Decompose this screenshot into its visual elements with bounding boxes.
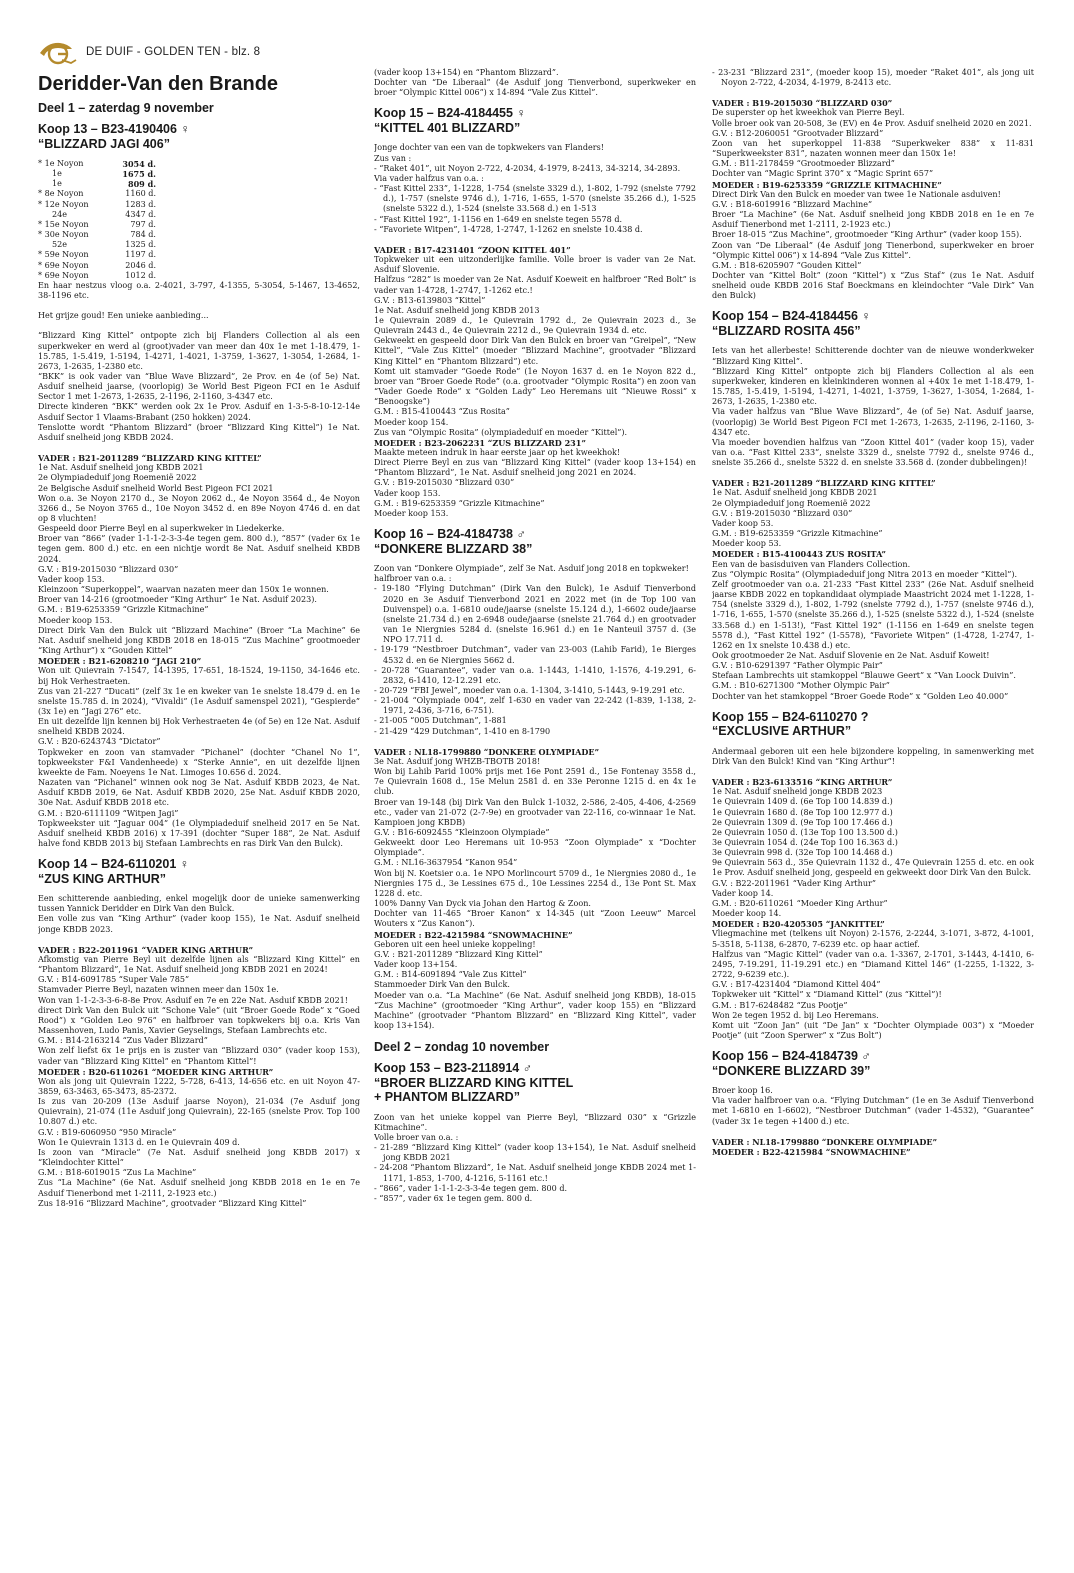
lot-16-text: Zoon van “Donkere Olympiade”, zelf 3e Nat. Asduif jong 2018 en topkweker!	[374, 564, 689, 574]
text-line: Moeder koop 14.	[712, 909, 782, 919]
text-line: Topkweker uit “Kittel” x “Diamand Kittel” (zus “Kittel”)!	[712, 990, 942, 1000]
text-line: G.V. : B14-6091785 “Super Vale 785”	[38, 975, 190, 985]
lot-153-dam-lines	[712, 190, 1034, 302]
text-line: 1e Quievrain 2089 d., 1e Quievrain 1792 d., 2e Quievrain 2023 d., 3e Quievrain 2443 d., 4e Quievrain 2212 d., 9e Quievrain 1934 d. etc.	[374, 315, 696, 336]
text-line: G.M. : B11-2178459 “Grootmoeder Blizzard”	[712, 159, 895, 169]
text-line: Nazaten van “Pichanel” winnen ook nog 3e Nat. Asduif KBDB 2023, 4e Nat. Asduif KBDB 2019, 6e Nat. Asduif KBDB 2020, 25e Nat. Asduif KBDB 2020, 30e Nat. Asduif KBDB 2018 etc.	[38, 778, 360, 808]
text-line: G.M. : B15-4100443 “Zus Rosita”	[374, 407, 510, 417]
lot-14-sire-lines	[38, 955, 360, 1067]
lot-156-sire-heading: VADER : NL18-1799880 “DONKERE OLYMPIADE”	[712, 1136, 938, 1147]
column-2-continuation	[374, 68, 696, 98]
text-line: - “Fast Kittel 233”, 1-1228, 1-754 (snelste 3329 d.), 1-802, 1-792 (snelste 7792 d.), 1-757 (snelste 9746 d.), 1-716, 1-655, 1-570 (snelste 35.266 d.), 1-525 (snelste 5322 d.), 1-524 (snelste 33.568 d.) en 1-513	[374, 184, 696, 214]
header-text: DE DUIF - GOLDEN TEN - blz. 8	[86, 46, 261, 58]
lot-155-text: Andermaal geboren uit een hele bijzondere koppeling, in samenwerking met Dirk Van den Bulck! Kind van “King Arthur”!	[712, 746, 1034, 766]
part-2-heading: Deel 2 – zondag 10 november	[374, 1040, 550, 1055]
text-line: Vader koop 153.	[374, 488, 441, 498]
lot-14-name: “ZUS KING ARTHUR”	[38, 871, 167, 886]
lot-15-name: “KITTEL 401 BLIZZARD”	[374, 120, 521, 135]
text-line: Ook grootmoeder 2e Nat. Asduif Slovenie en 2e Nat. Asduif Koweit!	[712, 650, 990, 660]
text-line: - 23-231 “Blizzard 231”, (moeder koop 15), moeder “Raket 401”, als jong uit Noyon 2-722, 4-2034, 4-1979, 8-2413 etc.	[712, 68, 1034, 88]
lot-16-dam-lines	[374, 940, 696, 1031]
text-line: Een van de basisduiven van Flanders Collection.	[712, 559, 911, 569]
lot-155-sire-heading: VADER : B23-6133516 “KING ARTHUR”	[712, 777, 893, 788]
lot-155-sire-lines	[712, 787, 1034, 919]
lot-13-dam-heading: MOEDER : B21-6208210 “JAGI 210”	[38, 656, 202, 667]
result-race: * 1e Noyon	[38, 159, 84, 168]
column-2	[374, 68, 696, 1563]
lot-156-dam-heading: MOEDER : B22-4215984 “SNOWMACHINE”	[712, 1146, 911, 1157]
text-line: Halfzus “282” is moeder van 2e Nat. Asduif Koeweit en halfbroer “Red Bolt” is vader van 1-4728, 1-2747, 1-1262 etc.!	[374, 275, 696, 295]
lot-153-name: “BROER BLIZZARD KING KITTEL	[374, 1075, 574, 1090]
lot-153-heading: Koop 153 – B23-2118914 ♂	[374, 1061, 533, 1076]
text-line: Broer van 14-216 (grootmoeder “King Arthur” 1e Nat. Asduif 2023).	[38, 595, 317, 605]
text-line: G.V. : B13-6139803 “Kittel”	[374, 295, 486, 305]
lot-156-text: Broer koop 16.	[712, 1086, 773, 1096]
lot-13-sire-heading: VADER : B21-2011289 “BLIZZARD KING KITTEL”	[38, 453, 262, 464]
text-line: Won zelf liefst 6x 1e prijs en is zuster van “Blizzard 030” (vader koop 153), vader van “Blizzard King Kittel” en “Phantom Kittel”!	[38, 1046, 360, 1066]
text-line: Stamvader Pierre Beyl, nazaten winnen meer dan 150x 1e.	[38, 985, 279, 995]
lot-16-heading: Koop 16 – B24-4184738 ♂	[374, 527, 526, 542]
lot-14-text: Een volle zus van “King Arthur” (vader koop 155), 1e Nat. Asduif snelheid jonge KBDB 2023.	[38, 914, 360, 934]
text-line: Zus “Olympic Rosita” (Olympiadeduif jong Nitra 2013 en moeder “Kittel”).	[712, 569, 1018, 579]
text-line: - “857”, vader 6x 1e tegen gem. 800 d.	[374, 1193, 533, 1203]
result-race: * 59e Noyon	[38, 250, 89, 260]
lot-14-dam-heading: MOEDER : B20-6110261 “MOEDER KING ARTHUR”	[38, 1066, 274, 1077]
column-3	[712, 68, 1034, 1563]
text-line: G.M. : B14-6091894 “Vale Zus Kittel”	[374, 970, 527, 980]
result-value: 1675 d.	[122, 169, 156, 180]
text-line: Dochter van “Magic Sprint 370” x “Magic Sprint 657”	[712, 169, 934, 179]
text-line: - “Favoriete Witpen”, 1-4728, 1-2747, 1-1262 en snelste 10.438 d.	[374, 224, 643, 234]
part-1-heading: Deel 1 – zaterdag 9 november	[38, 101, 214, 115]
lot-13-heading: Koop 13 – B23-4190406 ♀	[38, 122, 190, 136]
text-line: Moeder van o.a. “La Machine” (6e Nat. Asduif snelheid jong KBDB), 18-015 “Zus Machine” (grootmoeder “King Arthur”, vader koop 155) en “Blizzard Machine” (grootvader “Phantom Blizzard” en “Blizzard King Kittel”, vader koop 13+154).	[374, 990, 696, 1030]
lot-154-heading: Koop 154 – B24-4184456 ♀	[712, 309, 871, 324]
result-race: * 8e Noyon	[38, 189, 84, 199]
result-race: 1e	[52, 179, 62, 189]
lot-15-text: Via vader halfzus van o.a. :	[374, 173, 484, 183]
lot-16-sire-lines	[374, 757, 696, 930]
text-line: Dochter van “Kittel Bolt” (zoon “Kittel”) x “Zus Staf” (zus 1e Nat. Asduif snelheid oude KBDB 2016 Staf Boeckmans en kleindochter “Vale Dirk” Van den Bulck)	[712, 270, 1034, 301]
result-value: 1197 d.	[125, 250, 156, 260]
text-line: 2e Olympiadeduif jong Roemenië 2022	[38, 473, 197, 483]
lot-154-sire-lines	[712, 488, 1034, 549]
text-line: Komt uit “Zoon Jan” (uit “De Jan” x “Dochter Olympiade 003”) x “Moeder Pootje” (uit “Zoon Sperwer” x “Zus Bolt”)	[712, 1020, 1034, 1040]
lot-155-dam-heading: MOEDER : B20-4205305 “JANKITTEL”	[712, 919, 885, 930]
result-race: * 12e Noyon	[38, 199, 89, 209]
text-line: 9e Quievrain 563 d., 35e Quievrain 1132 d., 47e Quievrain 1255 d. etc. en ook 1e Prov. Asduif snelheid jong, gespeeld en gekweekt door Dirk Van den Bulck.	[712, 858, 1034, 878]
text-line: G.M. : B17-6248482 “Zus Pootje”	[712, 1000, 848, 1010]
lot-13-text: Directe kinderen “BKK” werden ook 2x 1e Prov. Asduif en 1-3-5-8-10-12-14e Asduif Sector 1 Vlaams-Brabant (250 hokken) 2024.	[38, 402, 360, 422]
text-line: - 21-429 “429 Dutchman”, 1-410 en 8-1790	[374, 726, 551, 736]
text-line: - “Fast Kittel 192”, 1-1156 en 1-649 en snelste tegen 5578 d.	[374, 214, 623, 224]
lot-153-dam-heading: MOEDER : B19-6253359 “GRIZZLE KITMACHINE”	[712, 179, 942, 190]
text-line: Vader koop 53.	[712, 518, 774, 528]
text-line: Kleinzoon “Superkoppel”, waarvan nazaten meer dan 150x 1e wonnen.	[38, 585, 329, 595]
text-line: Won o.a. 3e Noyon 2170 d., 3e Noyon 2062 d., 4e Noyon 3564 d., 4e Noyon 3266 d., 5e Noyon 3765 d., 10e Noyon 3452 d. en 89e Noyon 4746 d. en dat op 8 vluchten!	[38, 493, 360, 523]
lot-155-dam-lines	[712, 929, 1034, 1041]
result-race: * 69e Noyon	[38, 270, 89, 280]
text-line: 1e Quievrain 1680 d. (8e Top 100 12.977 d.)	[712, 807, 893, 817]
text-line: Moeder koop 154.	[374, 417, 449, 427]
lot-153-name: + PHANTOM BLIZZARD”	[374, 1090, 520, 1105]
lot-156-text: Via vader halfbroer van o.a. “Flying Dutchman” (1e en 3e Asduif Tienverbond met 1-6810 en 1-6602), “Nestbroer Dutchman” (vader 1-4532), “Guarantee” (vader 3x 1e tegen +1400 d.) etc.	[712, 1096, 1034, 1126]
text-line: 3e Nat. Asduif jong WHZB-TBOTB 2018!	[374, 756, 541, 766]
lot-156-heading: Koop 156 – B24-4184739 ♂	[712, 1049, 871, 1064]
column-1	[38, 72, 360, 1567]
result-race: * 30e Noyon	[38, 230, 89, 240]
lot-154-text: “Blizzard King Kittel” ontpopte zich bij Flanders Collection al als een superkweker, kinderen en kleinkinderen wonnen al +40x 1e met 1-18.479, 1-15.785, 1-5.419, 1-5194, 1-4271, 1-4021, 1-3759, 1-3627, 1-3054, 1-2684, 1-2673, 1-2635, 1-2380 etc.	[712, 366, 1034, 407]
text-line: G.M. : B10-6271300 “Mother Olympic Pair”	[712, 681, 890, 691]
lot-153-siblings	[374, 1143, 696, 1204]
lot-14-dam-lines	[38, 1077, 360, 1209]
text-line: - 24-208 “Phantom Blizzard”, 1e Nat. Asduif snelheid jonge KBDB 2024 met 1-1171, 1-853, 1-700, 4-1216, 5-1161 etc.!	[374, 1163, 696, 1183]
text-line: G.V. : B19-6060950 “950 Miracle”	[38, 1127, 177, 1137]
text-line: G.M. : B18-6019015 “Zus La Machine”	[38, 1168, 197, 1178]
lot-155-name: “EXCLUSIVE ARTHUR”	[712, 724, 852, 739]
text-line: - “Raket 401”, uit Noyon 2-722, 4-2034, 4-1979, 8-2413, 34-3214, 34-2893.	[374, 163, 681, 173]
text-line: Gespeeld door Pierre Beyl en al superkweker in Liedekerke.	[38, 524, 285, 534]
lot-14-text: Een schitterende aanbieding, enkel mogelijk door de unieke samenwerking tussen Yannick Deridder en Dirk Van den Bulck.	[38, 894, 360, 914]
result-value: 4347 d.	[125, 209, 156, 219]
text-line: G.M. : B18-6205907 “Gouden Kittel”	[712, 260, 862, 270]
text-line: Halfzus van “Magic Kittel” (vader van o.a. 1-3367, 2-1701, 3-1443, 4-1410, 6-2495, 7-19.291, 11-19.291 etc.) en “Diamand Kittel 146” (1-2255, 1-1322, 3-2722, 9-6239 etc.).	[712, 949, 1034, 980]
text-line: - 19-180 “Flying Dutchman” (Dirk Van den Bulck), 1e Asduif Tienverbond 2020 en 3e Asduif Tienverbond 2021 en 2022 met (in de Top 100 van Duivenspel) o.a. 1-6810 oude/jaarse (snelste 15.124 d.), 1-6602 oude/jaarse (snelste 21.734 d.) en 2-6948 oude/jaarse (snelste 21.764 d.) en grootvader van 1e Niergnies 5284 d. (snelste 16.961 d.) en 1e Nanteuil 3757 d. (3e NPO 17.711 d.	[374, 584, 696, 645]
text-line: direct Dirk Van den Bulck uit “Schone Vale” (uit “Broer Goede Rode” x “Goed Rood”) x “Golden Leo 976” en halfbroer van topkwekers bij o.a. Kris Van Massenhoven, Ludo Panis, Xavier Geyselings, Stefaan Lambrechts etc.	[38, 1005, 360, 1036]
text-line: - 20-729 “FBI Jewel”, moeder van o.a. 1-1304, 3-1410, 5-1443, 9-19.291 etc.	[374, 685, 685, 695]
column-3-continuation	[712, 68, 1034, 88]
text-line: - 21-289 “Blizzard King Kittel” (vader koop 13+154), 1e Nat. Asduif snelheid jong KBDB 2021	[374, 1143, 696, 1163]
text-line: Maakte meteen indruk in haar eerste jaar op het kweekhok!	[374, 448, 621, 457]
text-line: Is zoon van “Miracle” (7e Nat. Asduif snelheid jong KBDB 2017) x “Kleindochter Kittel”	[38, 1147, 360, 1168]
text-line: 1e Quievrain 1409 d. (6e Top 100 14.839 d.)	[712, 797, 893, 807]
text-line: Zoon van “De Liberaal” (4e Asduif jong Tienerbond, superkweker en broer “Olympic Kittel 006”) x 14-894 “Vale Zus Kittel”.	[712, 240, 1034, 260]
page-header	[38, 38, 260, 66]
text-line: Gekweekt en gespeeld door Dirk Van den Bulck en broer van “Greipel”, “New Kittel”, “Vale Zus Kittel” (moeder “Blizzard Machine”, grootvader “Blizzard King Kittel” en “Phantom Blizzard”) etc.	[374, 336, 696, 366]
result-value: 784 d.	[130, 230, 156, 240]
result-value: 797 d.	[130, 219, 156, 229]
text-line: Broer van “866” (vader 1-1-1-2-3-3-4e tegen gem. 800 d.), “857” (vader 6x 1e tegen gem. 800 d.) etc. en een nichtje wordt 8e Nat. Asduif snelheid KBDB 2024.	[38, 534, 360, 564]
text-line: Moeder koop 153.	[38, 615, 113, 625]
text-line: G.M. : B19-6253359 “Grizzle Kitmachine”	[38, 605, 209, 615]
text-line: Moeder koop 53.	[712, 539, 782, 549]
result-value: 1012 d.	[125, 270, 156, 280]
golden-ten-logo-icon	[38, 38, 80, 66]
text-line: Won van 1-1-2-3-3-6-8-8e Prov. Asduif en 7e en 22e Nat. Asduif KBDB 2021!	[38, 995, 349, 1005]
lot-13-text: “BKK” is ook vader van “Blue Wave Blizzard”, 2e Prov. en 4e (of 5e) Nat. Asduif snelheid jaarse, (voorlopig) 3e World Best Pigeon FCI en 1e Asduif Sector 1 met 1-2673, 1-2635, 2-1196, 2-1160, 3-4347 etc.	[38, 371, 360, 402]
text-line: G.V. : B17-4231404 “Diamond Kittel 404”	[712, 980, 881, 990]
text-line: Komt uit stamvader “Goede Rode” (1e Noyon 1637 d. en 1e Noyon 822 d., broer van “Broer Goede Rode” (o.a. grootvader “Olympic Rosita”) en zoon van “Vader Goede Rode” x “Golden Lady” Leo Heremans uit “Nieuwe Rossi” x “Benoogske”)	[374, 366, 696, 407]
lot-13-results	[38, 159, 360, 281]
lot-15-half-siblings	[374, 184, 696, 235]
text-line: 2e Belgische Asduif snelheid World Best Pigeon FCI 2021	[38, 483, 274, 493]
lot-15-text: Jonge dochter van een van de topkwekers van Flanders!	[374, 143, 604, 153]
text-line: Is zus van 20-209 (13e Asduif jaarse Noyon), 21-034 (7e Asduif jong Quievrain), 21-074 (11e Asduif jong Quievrain), 22-165 (snelste Prov. Top 100 10.807 d.) etc.	[38, 1097, 360, 1127]
lot-16-half-siblings	[374, 584, 696, 736]
text-line: Moeder koop 153.	[374, 508, 449, 518]
text-line: Gekweekt door Leo Heremans uit 10-953 “Zoon Olympiade” x “Dochter Olympiade”.	[374, 838, 696, 858]
text-line: Direct Pierre Beyl en zus van “Blizzard King Kittel” (vader koop 13+154) en “Phantom Blizzard”, 1e Nat. Asduif snelheid jong 2021 en 2024.	[374, 458, 696, 478]
text-line: Direct Dirk Van den Bulck en moeder van twee 1e Nationale asduiven!	[712, 189, 1001, 199]
result-value: 1325 d.	[125, 240, 156, 250]
result-value: 809 d.	[127, 179, 156, 190]
text-line: Zus van 21-227 “Ducati” (zelf 3x 1e en kweker van 1e snelste 18.479 d. en 1e snelste 15.785 d. in 2024), “Vivaldi” (1e Asduif samenspel 2021), “Gespierde” (3x 1e) en “Jagi 276” etc.	[38, 686, 360, 716]
lot-153-text: Volle broer van o.a. :	[374, 1132, 459, 1142]
text-line: Dochter van “De Liberaal” (4e Asduif jong Tienverbond, superkweker en broer “Olympic Kittel 006”) x 14-894 “Vale Zus Kittel”.	[374, 78, 696, 98]
lot-13-sire-lines	[38, 463, 360, 656]
text-line: Direct Dirk Van den Bulck uit “Blizzard Machine” (Broer “La Machine” 6e Nat. Asduif snelheid jong KBDB 2018 en 18-015 “Zus Machine” grootmoeder “King Arthur”) x “Gouden Kittel”	[38, 625, 360, 656]
lot-13-text: En haar nestzus vloog o.a. 2-4021, 3-797, 4-1355, 5-3054, 5-1467, 13-4652, 38-1196 etc.	[38, 280, 360, 301]
text-line: G.M. : B19-6253359 “Grizzle Kitmachine”	[374, 498, 545, 508]
text-line: Zus “La Machine” (6e Nat. Asduif snelheid jong KBDB 2018 en 1e en 7e Asduif Tienerbond met 1-2111, 2-1923 etc.)	[38, 1178, 360, 1198]
lot-16-dam-heading: MOEDER : B22-4215984 “SNOWMACHINE”	[374, 929, 573, 940]
text-line: Won bij N. Koetsier o.a. 1e NPO Morlincourt 5709 d., 1e Niergnies 2080 d., 1e Niergnies 175 d., 3e Lessines 675 d., 10e Lessines 2254 d., 13e Pont St. Max 1228 d. etc.	[374, 868, 696, 898]
text-line: Zelf grootmoeder van o.a. 21-233 “Fast Kittel 233” (26e Nat. Asduif snelheid jaarse KBDB 2022 en topkandidaat olympiade Maastricht 2024 met 1-1228, 1-754 (snelste 3329 d.), 1-802, 1-792 (snelste 7792 d.), 1-757 (snelste 9746 d.), 1-716, 1-655, 1-570 (snelste 35.266 d.), 1-525 (snelste 5322 d.), 1-524 (snelste 33.568 d.) en 1-513!), “Fast Kittel 192” (1-1156 en 1-649 en snelste tegen 5578 d.), “Fast Kittel 192” (1-5578), “Favoriete Witpen” (1-4728, 1-2747, 1-1262 en 1x snelste 10.438 d.) etc.	[712, 579, 1034, 650]
text-line: - 21-005 “005 Dutchman”, 1-881	[374, 716, 507, 726]
text-line: Topkweker en zoon van stamvader “Pichanel” (dochter “Chanel No 1”, topkweekster F&I Vandenheede) x “Sterke Annie”, en uit dezelfde lijnen kweekte de Fam. Noeyens 1e Nat. Limoges 10.656 d. 2024.	[38, 747, 360, 777]
text-line: Vliegmachine met (telkens uit Noyon) 2-1576, 2-2244, 3-1071, 3-872, 4-1001, 5-3518, 5-1138, 6-2870, 7-6239 etc. op haar actief.	[712, 929, 1034, 949]
lot-154-name: “BLIZZARD ROSITA 456”	[712, 323, 861, 338]
lot-13-text: Tenslotte wordt “Phantom Blizzard” (broer “Blizzard King Kittel”) 1e Nat. Asduif snelheid jong KBDB 2024.	[38, 422, 360, 442]
text-line: Won 1e Quievrain 1313 d. en 1e Quievrain 409 d.	[38, 1137, 240, 1147]
text-line: G.M. : NL16-3637954 “Kanon 954”	[374, 858, 518, 868]
result-race: * 69e Noyon	[38, 260, 89, 270]
lot-15-sisters	[374, 164, 696, 174]
lot-14-sire-heading: VADER : B22-2011961 “VADER KING ARTHUR”	[38, 944, 254, 955]
text-line: Topkweekster uit “Jaguar 004” (1e Olympiadeduif snelheid 2017 en 5e Nat. Asduif snelheid KBDB 2016) x 17-391 (dochter “Super 188”, 2e Nat. Asduif halve fond KBDB 2013 bij Stefaan Lambrechts en ras Dirk Van den Bulck).	[38, 818, 360, 848]
text-line: Won als jong uit Quievrain 1222, 5-728, 6-413, 14-656 etc. en uit Noyon 47-3859, 63-3463, 65-3473, 85-2372.	[38, 1076, 360, 1096]
result-value: 1283 d.	[125, 199, 156, 209]
text-line: 1e Nat. Asduif snelheid jonge KBDB 2023	[712, 787, 883, 797]
result-race: 1e	[52, 169, 62, 179]
lot-156-name: “DONKERE BLIZZARD 39”	[712, 1063, 871, 1078]
lot-16-text: halfbroer van o.a. :	[374, 574, 452, 584]
text-line: G.M. : B20-6110261 “Moeder King Arthur”	[712, 898, 888, 908]
text-line: G.V. : B10-6291397 “Father Olympic Pair”	[712, 661, 883, 671]
text-line: Vader koop 153.	[38, 574, 105, 584]
text-line: Afkomstig van Pierre Beyl uit dezelfde lijnen als “Blizzard King Kittel” en “Phantom Blizzard”, 1e Nat. Asduif snelheid jong KBDB 2021 en 2024!	[38, 954, 360, 975]
text-line: Broer “La Machine” (6e Nat. Asduif snelheid jong KBDB 2018 en 1e en 7e Asduif Tienerbond met 1-2111, 2-1923 etc.)	[712, 210, 1034, 230]
text-line: Zoon van het superkoppel 11-838 “Superkweker 838” x 11-831 “Superkweekster 831”, nazaten wonnen meer dan 150x 1e!	[712, 138, 1034, 159]
lot-153-sire-lines	[712, 108, 1034, 179]
text-line: De superster op het kweekhok van Pierre Beyl.	[712, 108, 905, 118]
lot-154-text: Via moeder bovendien halfzus van “Zoon Kittel 401” (vader koop 15), vader van o.a. “Fast Kittel 233”, snelste 3329 d., snelste 7792 d., snelste 9746 d., snelste 35.266 d., snelste 5322 d. en snelste 33.568 d. (zonder dubbelingen)!	[712, 437, 1034, 468]
result-value: 3054 d.	[122, 159, 156, 169]
text-line: 2e Quievrain 1050 d. (13e Top 100 13.500 d.)	[712, 827, 898, 837]
lot-154-text: Iets van het allerbeste! Schitterende dochter van de nieuwe wonderkweker “Blizzard King Kittel”.	[712, 346, 1034, 366]
lot-155-heading: Koop 155 – B24-6110270 ?	[712, 709, 869, 724]
text-line: Stammoeder Dirk Van den Bulck.	[374, 980, 510, 990]
text-line: G.V. : B19-2015030 “Blizzard 030”	[374, 478, 515, 488]
text-line: 1e Nat. Asduif snelheid jong KBDB 2021	[38, 463, 204, 473]
text-line: G.V. : B20-6243743 “Dictator”	[38, 737, 161, 747]
lot-154-dam-heading: MOEDER : B15-4100443 ZUS ROSITA”	[712, 549, 886, 560]
text-line: Geboren uit een heel unieke koppeling!	[374, 939, 536, 949]
lot-16-name: “DONKERE BLIZZARD 38”	[374, 541, 533, 556]
text-line: Broer van 19-148 (bij Dirk Van den Bulck 1-1032, 2-586, 2-405, 4-406, 4-2569 etc., vader van 21-072 (2-7-9e) en grootvader van 22-116, co-winnaar 1e Nat. Kampioen jong KBDB)	[374, 797, 696, 827]
result-value: 1160 d.	[125, 189, 156, 199]
text-line: Broer 18-015 “Zus Machine”, grootmoeder “King Arthur” (vader koop 155).	[712, 230, 1022, 240]
text-line: Vader koop 14.	[712, 888, 774, 898]
lot-13-text: Het grijze goud! Een unieke aanbieding...	[38, 311, 209, 321]
text-line: 100% Danny Van Dyck via Johan den Hartog & Zoon.	[374, 899, 591, 909]
lot-15-heading: Koop 15 – B24-4184455 ♀	[374, 106, 526, 121]
text-line: 1e Nat. Asduif snelheid jong KBDB 2021	[712, 488, 878, 498]
text-line: G.M. : B14-2163214 “Zus Vader Blizzard”	[38, 1036, 208, 1046]
text-line: G.V. : B19-2015030 “Blizzard 030”	[38, 564, 179, 574]
text-line: Zus van “Olympic Rosita” (olympiadeduif en moeder “Kittel”).	[374, 427, 628, 437]
lot-13-text: “Blizzard King Kittel” ontpopte zich bij Flanders Collection al als een superkweker en werd al (groot)vader van meer dan 40x 1e met 1-18.479, 1-15.785, 1-5.419, 1-5194, 1-4271, 1-4021, 1-3759, 1-3627, 1-3054, 1-2684, 1-2673, 1-2635, 1-2380 etc.	[38, 331, 360, 371]
result-value: 2046 d.	[125, 260, 156, 270]
text-line: G.V. : B12-2060051 “Grootvader Blizzard”	[712, 128, 884, 138]
result-race: * 15e Noyon	[38, 219, 89, 229]
text-line: G.V. : B22-2011961 “Vader King Arthur”	[712, 878, 876, 888]
lot-15-sire-heading: VADER : B17-4231401 “ZOON KITTEL 401”	[374, 244, 571, 255]
lot-16-sire-heading: VADER : NL18-1799880 “DONKERE OLYMPIADE”	[374, 746, 600, 757]
text-line: 3e Quievrain 1054 d. (24e Top 100 16.363 d.)	[712, 838, 898, 847]
lot-15-dam-lines	[374, 448, 696, 519]
text-line: Topkweker uit een uitzonderlijke familie. Volle broer is vader van 2e Nat. Asduif Slovenie.	[374, 255, 696, 275]
text-line: (vader koop 13+154) en “Phantom Blizzard”.	[374, 68, 559, 77]
text-line: 1e Nat. Asduif snelheid jong KBDB 2013	[374, 305, 540, 315]
text-line: Stefaan Lambrechts uit stamkoppel “Blauwe Geert” x “Van Loock Duivin”.	[712, 671, 1016, 681]
text-line: 2e Olympiadeduif jong Roemenië 2022	[712, 498, 871, 508]
text-line: Volle broer ook van 20-508, 3e (EV) en 4e Prov. Asduif snelheid 2020 en 2021.	[712, 118, 1032, 128]
lot-153-sire-heading: VADER : B19-2015030 “BLIZZARD 030”	[712, 98, 893, 109]
lot-14-heading: Koop 14 – B24-6110201 ♀	[38, 857, 190, 872]
text-line: G.M. : B19-6253359 “Grizzle Kitmachine”	[712, 529, 883, 539]
text-line: En uit dezelfde lijn kennen bij Hok Verhestraeten 4e (of 5e) en 12e Nat. Asduif snelheid KBDB 2024.	[38, 717, 360, 737]
lot-154-sire-heading: VADER : B21-2011289 “BLIZZARD KING KITTEL”	[712, 478, 936, 489]
lot-153-text: Zoon van het unieke koppel van Pierre Beyl, “Blizzard 030” x “Grizzle Kitmachine”.	[374, 1112, 696, 1132]
result-race: 52e	[52, 240, 68, 250]
text-line: G.V. : B21-2011289 “Blizzard King Kittel”	[374, 949, 543, 959]
text-line: - 21-004 “Olympiade 004”, zelf 1-630 en vader van 22-242 (1-839, 1-138, 2-1971, 2-436, 3-716, 6-751).	[374, 696, 696, 716]
lot-15-dam-heading: MOEDER : B23-2062231 “ZUS BLIZZARD 231”	[374, 437, 586, 448]
lot-13-dam-lines	[38, 666, 360, 849]
text-line: Won uit Quievrain 7-1547, 14-1395, 17-651, 18-1524, 19-1150, 34-1646 etc. bij Hok Verhestraeten.	[38, 666, 360, 686]
lot-154-dam-lines	[712, 560, 1034, 702]
text-line: G.V. : B19-2015030 “Blizzard 030”	[712, 508, 853, 518]
text-line: 2e Quievrain 1309 d. (9e Top 100 17.466 d.)	[712, 817, 893, 827]
lot-154-text: Via vader halfzus van “Blue Wave Blizzard”, 4e (of 5e) Nat. Asduif jaarse, (voorlopig) 3e World Best Pigeon FCI met 1-2673, 1-2635, 2-1196, 2-1160, 3-4347 etc.	[712, 407, 1034, 437]
text-line: Vader koop 13+154.	[374, 960, 458, 970]
text-line: G.V. : B16-6092455 “Kleinzoon Olympiade”	[374, 828, 550, 837]
text-line: - 20-728 “Guarantee”, vader van o.a. 1-1443, 1-1410, 1-1576, 4-19.291, 6-2832, 6-1410, 12-12.291 etc.	[374, 665, 696, 685]
text-line: 3e Quievrain 998 d. (32e Top 100 14.468 d.)	[712, 848, 893, 858]
result-race: 24e	[52, 209, 68, 219]
text-line: G.V. : B18-6019916 “Blizzard Machine”	[712, 199, 873, 209]
text-line: - “866”, vader 1-1-1-2-3-3-4e tegen gem. 800 d.	[374, 1183, 568, 1193]
lot-15-sire-lines	[374, 255, 696, 438]
page-title: Deridder-Van den Brande	[38, 73, 279, 95]
text-line: Dochter van 11-465 “Broer Kanon” x 14-345 (uit “Zoon Leeuw” Marcel Wouters x “Zus Kanon”).	[374, 909, 696, 929]
text-line: - 19-179 “Nestbroer Dutchman”, vader van 23-003 (Lahib Farid), 1e Bierges 4532 d. en 6e Niergnies 5662 d.	[374, 645, 696, 665]
text-line: G.M. : B20-6111109 “Witpen Jagi”	[38, 808, 179, 818]
text-line: Won 2e tegen 1952 d. bij Leo Heremans.	[712, 1010, 879, 1020]
lot-13-name: “BLIZZARD JAGI 406”	[38, 136, 170, 151]
text-line: Dochter van het stamkoppel “Broer Goede Rode” x “Golden Leo 40.000”	[712, 691, 1009, 701]
lot-15-text: Zus van :	[374, 153, 412, 163]
text-line: Zus 18-916 “Blizzard Machine”, grootvader “Blizzard King Kittel”	[38, 1198, 307, 1208]
text-line: Won bij Lahib Parid 100% prijs met 16e Pont 2591 d., 15e Fontenay 3558 d., 7e Quievrain 1608 d., 15e Melun 2581 d. en 33e Peronne 1215 d. en 4x 1e club.	[374, 767, 696, 797]
